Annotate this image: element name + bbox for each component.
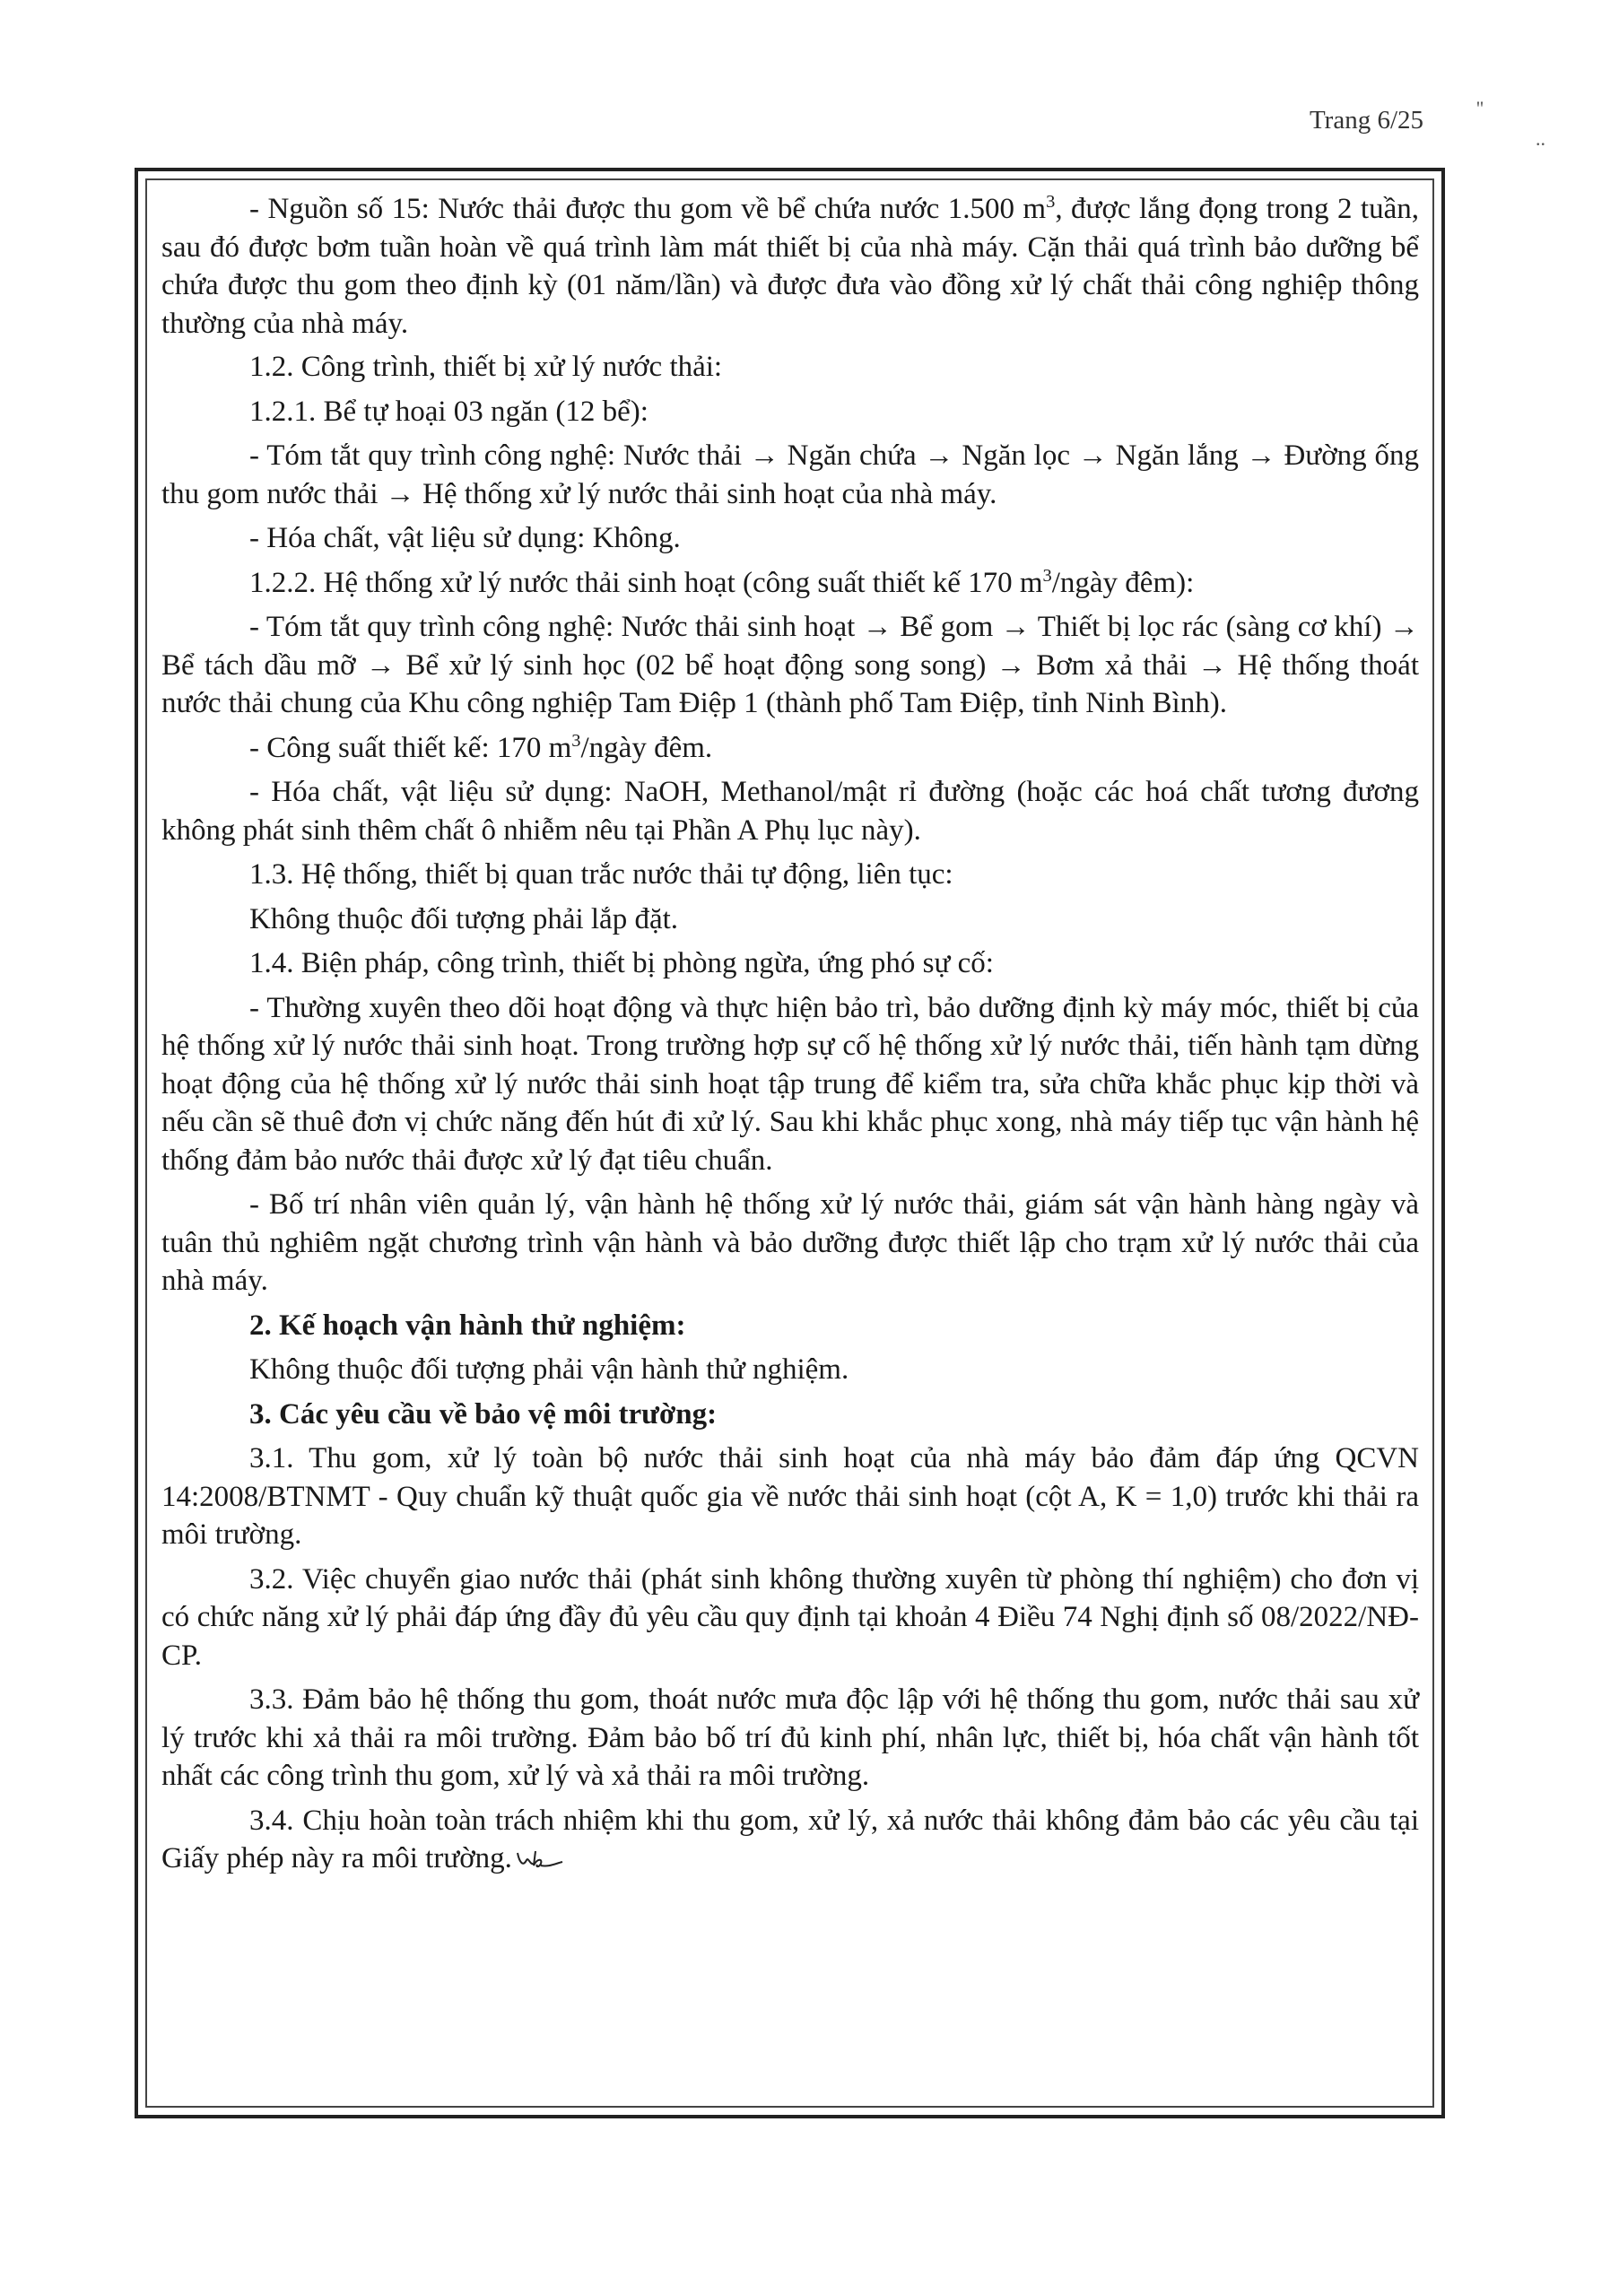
paragraph: - Hóa chất, vật liệu sử dụng: Không. xyxy=(249,522,681,554)
initials-signature-icon xyxy=(514,1848,564,1874)
scan-mark: .. xyxy=(1536,127,1545,150)
paragraph: 3.3. Đảm bảo hệ thống thu gom, thoát nước mưa độc lập với hệ thống thu gom, nước thải sau xử lý trước khi xả thải ra môi trường. Đảm bảo bố trí đủ kinh phí, nhân lực, thiết bị, hóa chất vận hành tốt nhất các công trình thu gom, xử lý và xả thải ra môi trường. xyxy=(161,1683,1419,1792)
section-heading-bold: 2. Kế hoạch vận hành thử nghiệm: xyxy=(249,1309,686,1342)
paragraph: 3.4. Chịu hoàn toàn trách nhiệm khi thu gom, xử lý, xả nước thải không đảm bảo các yêu cầu tại Giấy phép này ra môi trường. xyxy=(161,1804,1419,1874)
section-heading: 1.3. Hệ thống, thiết bị quan trắc nước thải tự động, liên tục: xyxy=(249,858,953,891)
subsection-heading: 1.2.1. Bể tự hoại 03 ngăn (12 bể): xyxy=(249,395,648,428)
paragraph: - Nguồn số 15: Nước thải được thu gom về bể chứa nước 1.500 $m^3$, được lắng đọng trong 2 tuần, sau đó được bơm tuần hoàn về quá trình làm mát thiết bị của nhà máy. Cặn thải quá trình bảo dưỡng bể chứa được thu gom theo định kỳ (01 năm/lần) và được đưa vào đồng xử lý chất thải công nghiệp thông thường của nhà máy. xyxy=(161,192,1420,340)
section-heading: 1.2. Công trình, thiết bị xử lý nước thải: xyxy=(249,351,723,383)
paragraph: - Tóm tắt quy trình công nghệ: Nước thải sinh hoạt → Bể gom → Thiết bị lọc rác (sàng cơ khí) → Bể tách dầu mỡ → Bể xử lý sinh học (02 bể hoạt động song song) → Bơm xả thải → Hệ thống thoát nước thải chung của Khu công nghiệp Tam Điệp 1 (thành phố Tam Điệp, tỉnh Ninh Bình). xyxy=(161,611,1419,719)
paragraph: - Tóm tắt quy trình công nghệ: Nước thải → Ngăn chứa → Ngăn lọc → Ngăn lắng → Đường ống thu gom nước thải → Hệ thống xử lý nước thải sinh hoạt của nhà máy. xyxy=(161,439,1419,510)
paragraph: 3.2. Việc chuyển giao nước thải (phát sinh không thường xuyên từ phòng thí nghiệm) cho đơn vị có chức năng xử lý phải đáp ứng đầy đủ yêu cầu quy định tại khoản 4 Điều 74 Nghị định số 08/2022/NĐ-CP. xyxy=(161,1562,1419,1672)
scan-mark: '' xyxy=(1476,97,1484,119)
page-number: Trang 6/25 xyxy=(1309,106,1423,135)
paragraph: - Hóa chất, vật liệu sử dụng: NaOH, Methanol/mật rỉ đường (hoặc các hoá chất tương đương không phát sinh thêm chất ô nhiễm nêu tại Phần A Phụ lục này). xyxy=(161,776,1419,847)
section-heading-bold: 3. Các yêu cầu về bảo vệ môi trường: xyxy=(249,1397,718,1431)
paragraph: Không thuộc đối tượng phải vận hành thử nghiệm. xyxy=(249,1353,849,1386)
paragraph: - Công suất thiết kế: 170 $m^3$/ngày đêm. xyxy=(249,730,713,764)
section-heading: 1.4. Biện pháp, công trình, thiết bị phòng ngừa, ứng phó sự cố: xyxy=(249,947,994,979)
subsection-heading: 1.2.2. Hệ thống xử lý nước thải sinh hoạt (công suất thiết kế 170 $m^3$/ngày đêm): xyxy=(249,565,1195,599)
paragraph: - Thường xuyên theo dõi hoạt động và thực hiện bảo trì, bảo dưỡng định kỳ máy móc, thiết bị của hệ thống xử lý nước thải sinh hoạt. Trong trường hợp sự cố hệ thống xử lý nước thải, tiến hành tạm dừng hoạt động của hệ thống xử lý nước thải sinh hoạt tập trung để kiểm tra, sửa chữa khắc phục kịp thời và nếu cần sẽ thuê đơn vị chức năng đến hút đi xử lý. Sau khi khắc phục xong, nhà máy tiếp tục vận hành hệ thống đảm bảo nước thải được xử lý đạt tiêu chuẩn. xyxy=(161,991,1419,1177)
document-body xyxy=(161,190,1419,1884)
paragraph: - Bố trí nhân viên quản lý, vận hành hệ thống xử lý nước thải, giám sát vận hành hàng ngày và tuân thủ nghiêm ngặt chương trình vận hành và bảo dưỡng được thiết lập cho trạm xử lý nước thải của nhà máy. xyxy=(161,1188,1419,1297)
paragraph: Không thuộc đối tượng phải lắp đặt. xyxy=(249,902,679,935)
paragraph: 3.1. Thu gom, xử lý toàn bộ nước thải sinh hoạt của nhà máy bảo đảm đáp ứng QCVN 14:2008/BTNMT - Quy chuẩn kỹ thuật quốc gia về nước thải sinh hoạt (cột A, K = 1,0) trước khi thải ra môi trường. xyxy=(161,1442,1419,1551)
